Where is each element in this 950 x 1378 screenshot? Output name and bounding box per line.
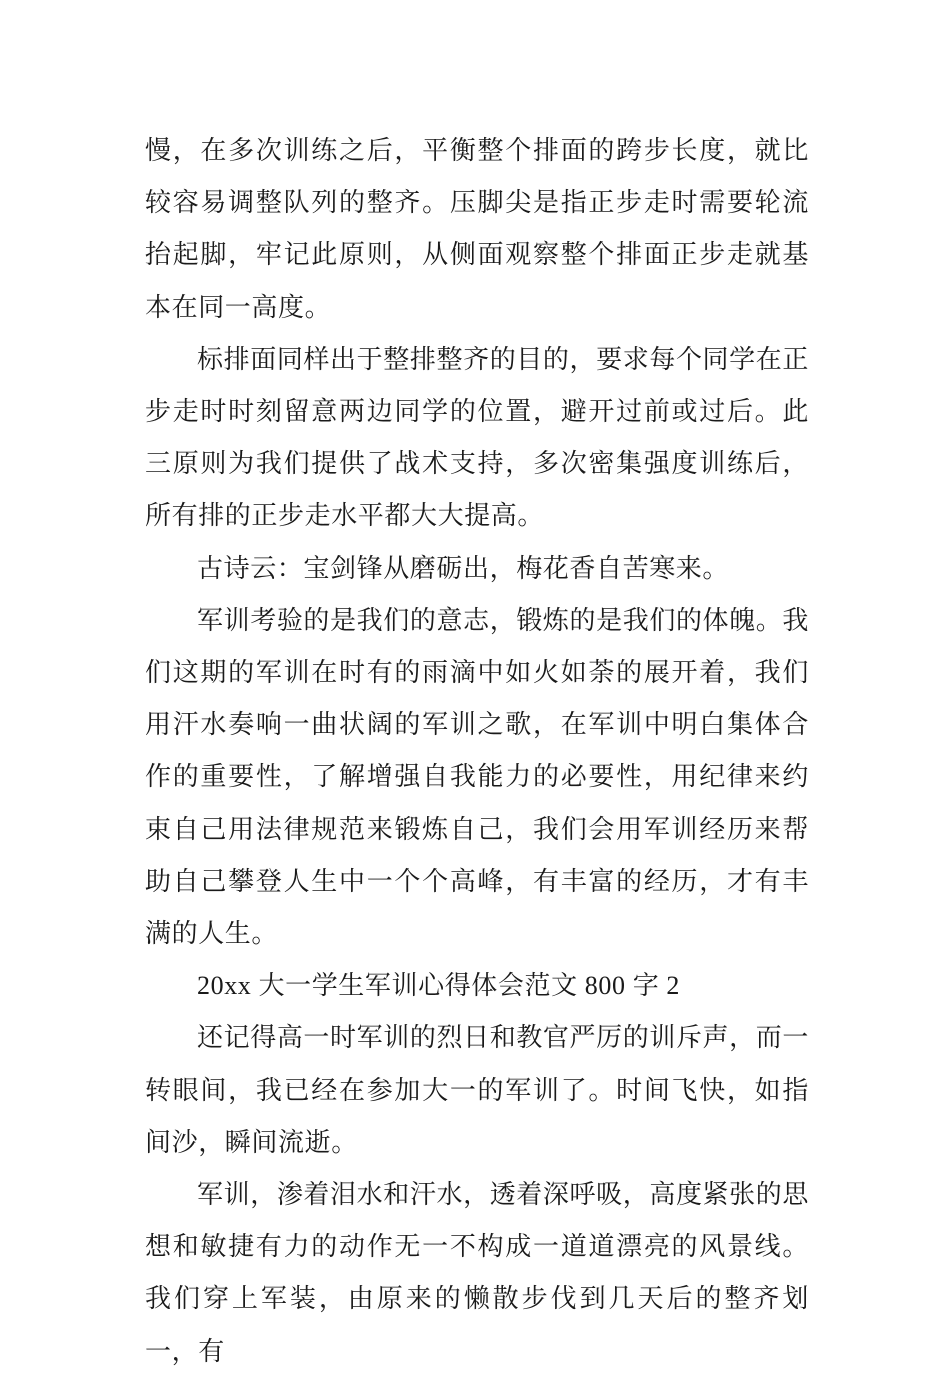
paragraph: 军训，渗着泪水和汗水，透着深呼吸，高度紧张的思想和敏捷有力的动作无一不构成一道道漂亮的风景线。我们穿上军装，由原来的懒散步伐到几天后的整齐划一，有: [145, 1180, 809, 1367]
document-body: [145, 125, 809, 1378]
section-heading: 20xx 大一学生军训心得体会范文 800 字 2: [197, 971, 681, 1001]
paragraph: 军训考验的是我们的意志，锻炼的是我们的体魄。我们这期的军训在时有的雨滴中如火如荼的展开着，我们用汗水奏响一曲状阔的军训之歌，在军训中明白集体合作的重要性，了解增强自我能力的必要性，用纪律来约束自己用法律规范来锻炼自己，我们会用军训经历来帮助自己攀登人生中一个个高峰，有丰富的经历，才有丰满的人生。: [145, 605, 809, 950]
paragraph: 标排面同样出于整排整齐的目的，要求每个同学在正步走时时刻留意两边同学的位置，避开过前或过后。此三原则为我们提供了战术支持，多次密集强度训练后，所有排的正步走水平都大大提高。: [145, 344, 809, 532]
paragraph: 还记得高一时军训的烈日和教官严厉的训斥声，而一转眼间，我已经在参加大一的军训了。时间飞快，如指间沙，瞬间流逝。: [145, 1023, 809, 1158]
paragraph-continued: 慢，在多次训练之后，平衡整个排面的跨步长度，就比较容易调整队列的整齐。压脚尖是指正步走时需要轮流抬起脚，牢记此原则，从侧面观察整个排面正步走就基本在同一高度。: [145, 136, 809, 323]
paragraph-poem-quote: 古诗云：宝剑锋从磨砺出，梅花香自苦寒来。: [197, 553, 730, 584]
